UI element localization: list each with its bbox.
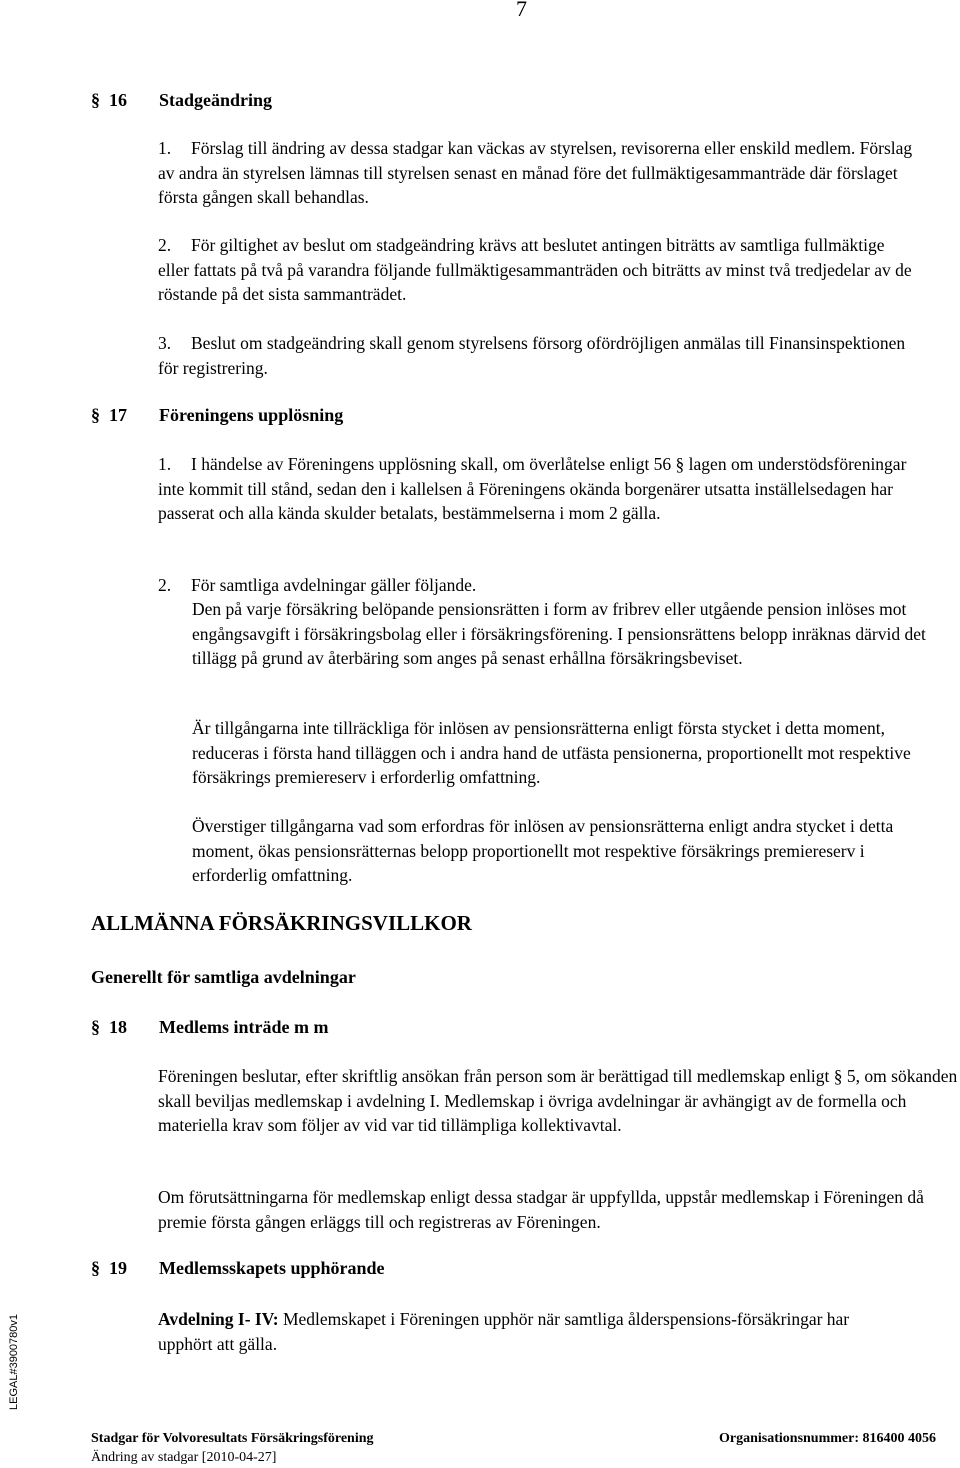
section-title: Medlemsskapets upphörande [159,1258,385,1278]
side-document-code: LEGAL#3900780v1 [8,1313,20,1410]
item-number: 3. [158,333,172,353]
s16-item-1 [158,136,918,210]
s19-paragraph-1 [158,1307,878,1356]
section-symbol: § [91,405,100,425]
sub-heading: Generellt för samtliga avdelningar [91,967,356,987]
s17-item-1 [158,452,918,526]
section-symbol: § [91,1258,100,1278]
section-number: 19 [109,1258,127,1278]
main-heading: ALLMÄNNA FÖRSÄKRINGSVILLKOR [91,911,472,935]
section-title: Medlems inträde m m [159,1017,329,1037]
s16-item-3 [158,331,918,380]
item-number: 1. [158,454,172,474]
department-label: Avdelning I- IV: [158,1309,279,1329]
item-text: För giltighet av beslut om stadgeändring krävs att beslutet antingen biträtts av samtliga fullmäktige eller fattats på två på varandra följande fullmäktigesammanträden och biträtts av minst två tredjedelar av de röstande på det sista sammanträdet. [158,235,912,304]
footer-amendment-date: Ändring av stadgar [2010-04-27] [91,1450,277,1465]
section-symbol: § [91,90,100,110]
section-symbol: § [91,1017,100,1037]
item-number: 1. [158,138,172,158]
s17-item-2-paragraph-1: Den på varje försäkring belöpande pensionsrätten i form av fribrev eller utgående pension inlöses mot engångsavgift i försäkringsbolag eller i försäkringsförening. I pensionsrättens belopp inräknas därvid det tillägg på grund av återbäring som anges på senast erhållna försäkringsbeviset. [192,599,926,668]
section-18-heading [91,1015,328,1040]
s18-paragraph-1: Föreningen beslutar, efter skriftlig ansökan från person som är berättigad till medlemskap enligt § 5, om sökanden skall beviljas medlemskap i avdelning I. Medlemskap i övriga avdelningar är avhängigt av de formella och materiella krav som följer av vid var tid tillämpliga kollektivavtal. [158,1066,958,1135]
section-number: 16 [109,90,127,110]
item-number: 2. [158,575,172,595]
section-19-heading [91,1256,385,1281]
s18-paragraph-2: Om förutsättningarna för medlemskap enligt dessa stadgar är uppfyllda, uppstår medlemskap i Föreningen då premie första gången erläggs till och registreras av Föreningen. [158,1187,924,1232]
section-number: 17 [109,405,127,425]
footer-org-number: Organisationsnummer: 816400 4056 [719,1431,936,1446]
s16-item-2 [158,233,918,307]
section-17-heading [91,403,343,428]
section-number: 18 [109,1017,127,1037]
s17-item-2 [158,573,918,598]
section-title: Föreningens upplösning [159,405,344,425]
item-text: Förslag till ändring av dessa stadgar kan väckas av styrelsen, revisorerna eller enskild medlem. Förslag av andra än styrelsen lämnas till styrelsen senast en månad före det fullmäktigesammanträde där förslaget första gången skall behandlas. [158,138,913,207]
section-16-heading [91,88,272,113]
s17-item-2-paragraph-2: Är tillgångarna inte tillräckliga för inlösen av pensionsrätterna enligt första stycket i detta moment, reduceras i första hand tilläggen och i andra hand de utfästa pensionerna, proportionellt mot respektive försäkrings premiereserv i erforderlig omfattning. [192,718,911,787]
item-text: För samtliga avdelningar gäller följande. [191,575,477,595]
item-text: I händelse av Föreningens upplösning skall, om överlåtelse enligt 56 § lagen om understödsföreningar inte kommit till stånd, sedan den i kallelsen å Föreningens okända borgenärer utsatta inställelsedagen har passerat och alla kända skulder betalats, bestämmelserna i mom 2 gälla. [158,454,907,523]
s17-item-2-paragraph-3: Överstiger tillgångarna vad som erfordras för inlösen av pensionsrätterna enligt andra stycket i detta moment, ökas pensionsrätternas belopp proportionellt mot respektive försäkrings premiereserv i erforderlig omfattning. [192,816,894,885]
footer-document-title: Stadgar för Volvoresultats Försäkringsförening [91,1431,374,1446]
paragraph-text: Medlemskapet i Föreningen upphör när samtliga ålderspensions-försäkringar har upphört att gälla. [158,1309,850,1354]
item-number: 2. [158,235,172,255]
item-text: Beslut om stadgeändring skall genom styrelsens försorg ofördröjligen anmälas till Finansinspektionen för registrering. [158,333,906,378]
page-number: 7 [516,0,527,21]
section-title: Stadgeändring [159,90,273,110]
